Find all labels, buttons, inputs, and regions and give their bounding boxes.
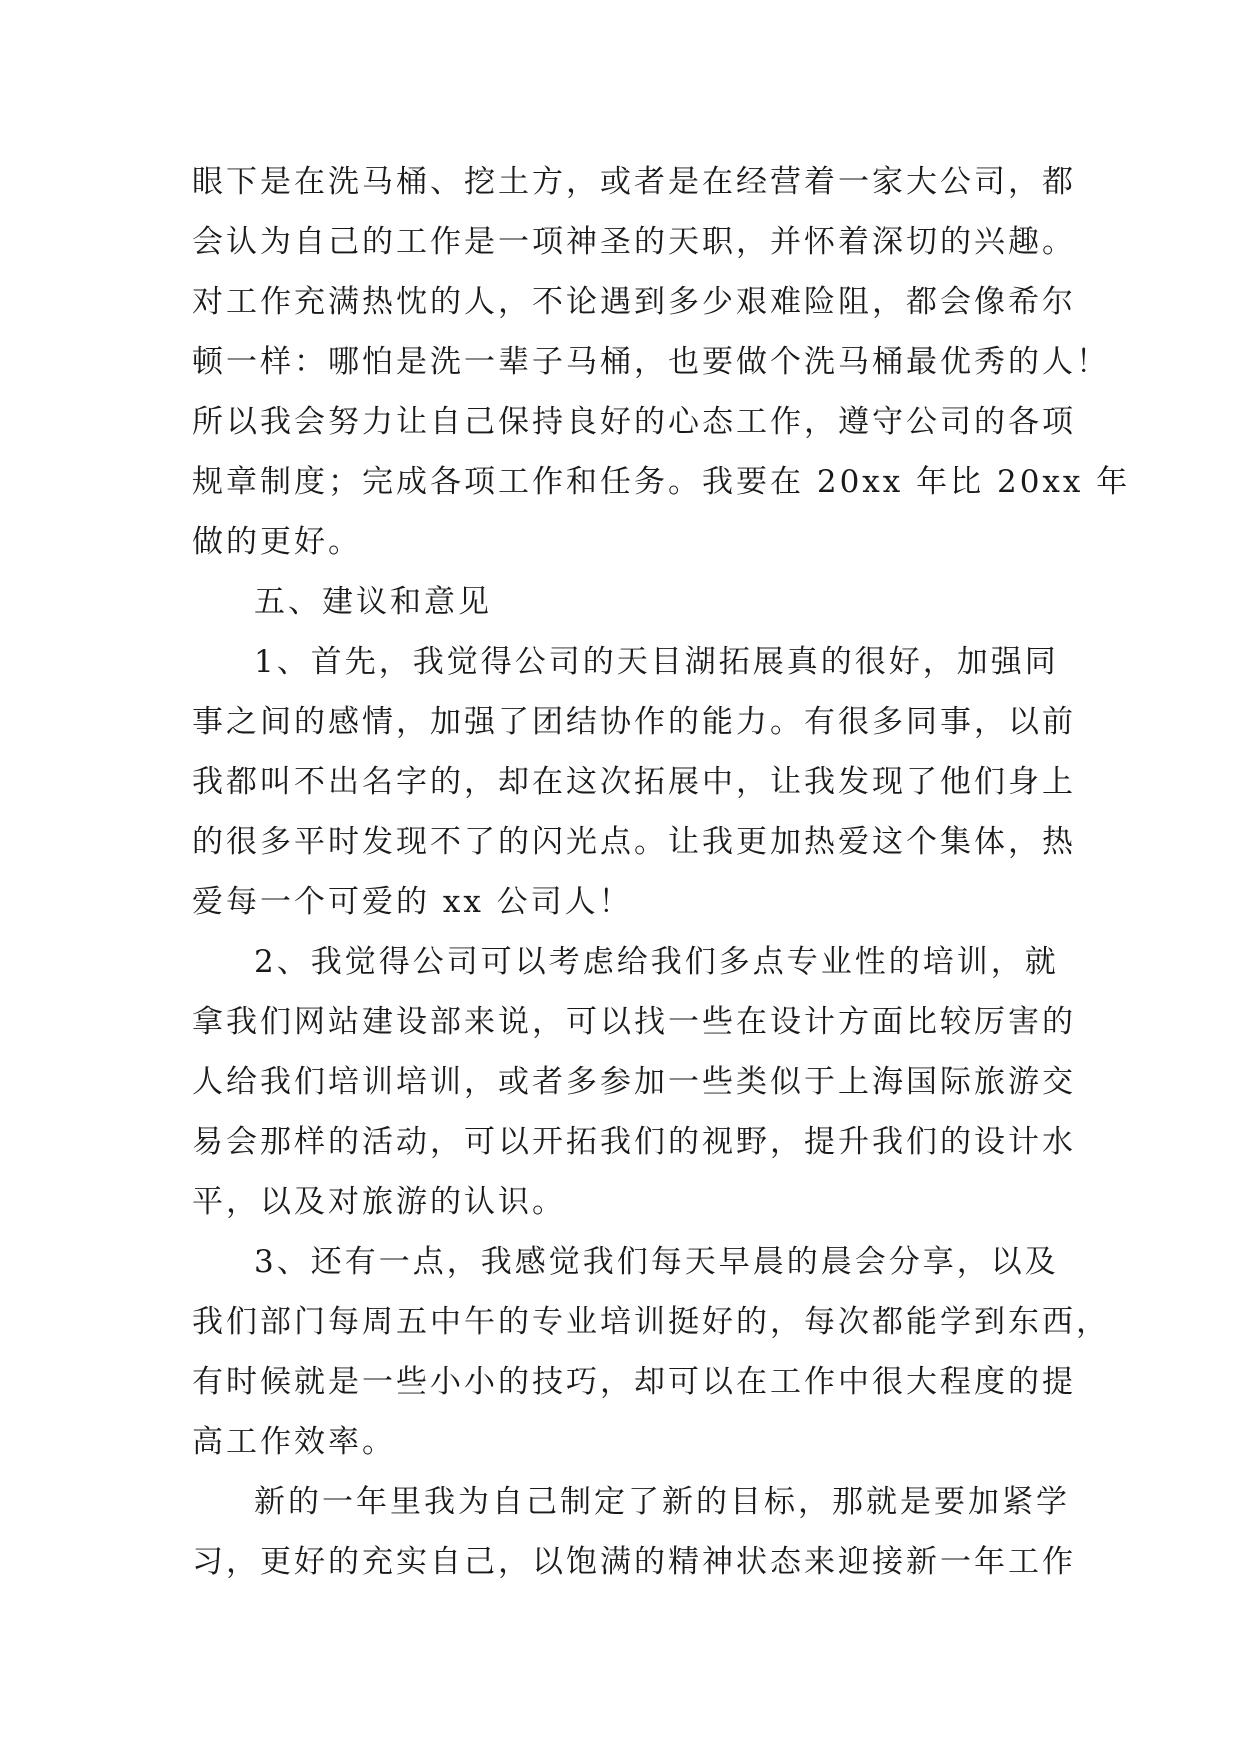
- text-line: 对工作充满热忱的人，不论遇到多少艰难险阻，都会像希尔: [192, 284, 1076, 320]
- text-line: 的很多平时发现不了的闪光点。让我更加热爱这个集体，热: [192, 824, 1076, 860]
- text-line: 平，以及对旅游的认识。: [192, 1184, 566, 1220]
- text-line: 眼下是在洗马桶、挖土方，或者是在经营着一家大公司，都: [192, 164, 1076, 200]
- text-line: 人给我们培训培训，或者多参加一些类似于上海国际旅游交: [192, 1064, 1076, 1100]
- text-line: 爱每一个可爱的 xx 公司人！: [192, 884, 633, 920]
- text-line: 我们部门每周五中午的专业培训挺好的，每次都能学到东西，: [192, 1304, 1110, 1340]
- text-line: 规章制度；完成各项工作和任务。我要在 20xx 年比 20xx 年: [192, 464, 1131, 500]
- text-line: 所以我会努力让自己保持良好的心态工作，遵守公司的各项: [192, 404, 1076, 440]
- text-line: 高工作效率。: [192, 1424, 396, 1460]
- text-line: 做的更好。: [192, 524, 362, 560]
- text-line: 习，更好的充实自己，以饱满的精神状态来迎接新一年工作: [192, 1544, 1076, 1580]
- section-heading: 五、建议和意见: [254, 584, 492, 620]
- text-line: 事之间的感情，加强了团结协作的能力。有很多同事，以前: [192, 704, 1076, 740]
- body-text: [192, 160, 1131, 1600]
- text-line: 拿我们网站建设部来说，可以找一些在设计方面比较厉害的: [192, 1004, 1076, 1040]
- text-line: 顿一样：哪怕是洗一辈子马桶，也要做个洗马桶最优秀的人！: [192, 344, 1110, 380]
- text-line: 我都叫不出名字的，却在这次拓展中，让我发现了他们身上: [192, 764, 1076, 800]
- text-line: 2、我觉得公司可以考虑给我们多点专业性的培训，就: [254, 944, 1059, 980]
- text-line: 易会那样的活动，可以开拓我们的视野，提升我们的设计水: [192, 1124, 1076, 1160]
- text-line: 有时候就是一些小小的技巧，却可以在工作中很大程度的提: [192, 1364, 1076, 1400]
- text-line: 会认为自己的工作是一项神圣的天职，并怀着深切的兴趣。: [192, 224, 1076, 260]
- text-line: 3、还有一点，我感觉我们每天早晨的晨会分享，以及: [254, 1244, 1059, 1280]
- text-line: 新的一年里我为自己制定了新的目标，那就是要加紧学: [254, 1484, 1070, 1520]
- text-line: 1、首先，我觉得公司的天目湖拓展真的很好，加强同: [254, 644, 1059, 680]
